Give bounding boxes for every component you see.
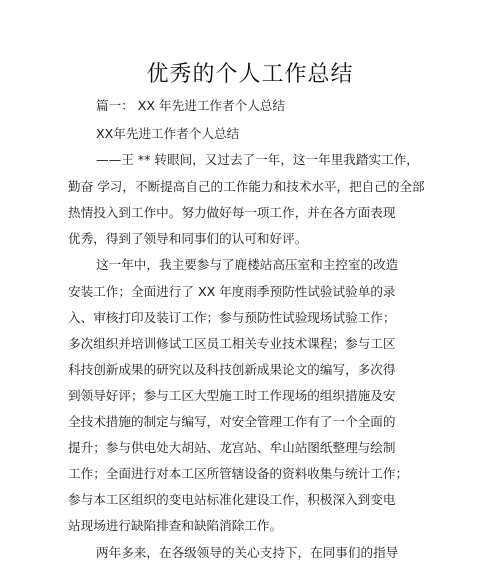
- paragraph-line: 入、审核打印及装订工作；参与预防性试验现场试验工作；: [68, 310, 396, 325]
- paragraph-line: ——王 ** 转眼间，又过去了一年，这一年里我踏实工作，: [96, 152, 419, 167]
- paragraph-line: 到领导好评；参与工区大型施工时工作现场的组织措施及安: [68, 388, 396, 403]
- paragraph-line: 站现场进行缺陷排查和缺陷消除工作。: [68, 518, 283, 533]
- document-title: 优秀的个人工作总结: [146, 62, 354, 87]
- subheading: XX年先进工作者个人总结: [96, 126, 240, 141]
- paragraph-line: 安装工作；全面进行了 XX 年度雨季预防性试验试验单的录: [68, 284, 396, 299]
- paragraph-line: 参与本工区组织的变电站标准化建设工作，积极深入到变电: [68, 492, 396, 507]
- paragraph-line: 科技创新成果的研究以及科技创新成果论文的编写，多次得: [68, 362, 396, 377]
- paragraph-line: 工作；全面进行对本工区所管辖设备的资料收集与统计工作；: [68, 466, 409, 481]
- paragraph-line: 提升；参与供电处大胡站、龙宫站、牟山站图纸整理与绘制: [68, 440, 396, 455]
- paragraph-line: 热情投入到工作中。努力做好每一项工作，并在各方面表现: [68, 205, 396, 220]
- paragraph-line: 勤奋 学习，不断提高自己的工作能力和技术水平，把自己的全部: [68, 179, 425, 194]
- section-heading: 篇一： XX 年先进工作者个人总结: [96, 98, 285, 113]
- paragraph-line: 优秀，得到了领导和同事们的认可和好评。: [68, 231, 308, 246]
- paragraph-line: 两年多来，在各级领导的关心支持下，在同事们的指导: [96, 545, 399, 560]
- paragraph-line: 这一年中，我主要参与了鹿楼站高压室和主控室的改造: [96, 257, 399, 272]
- paragraph-line: 全技术措施的制定与编写，对安全管理工作有了一个全面的: [68, 414, 396, 429]
- paragraph-line: 多次组织并培训修试工区员工相关专业技术课程；参与工区: [68, 336, 396, 351]
